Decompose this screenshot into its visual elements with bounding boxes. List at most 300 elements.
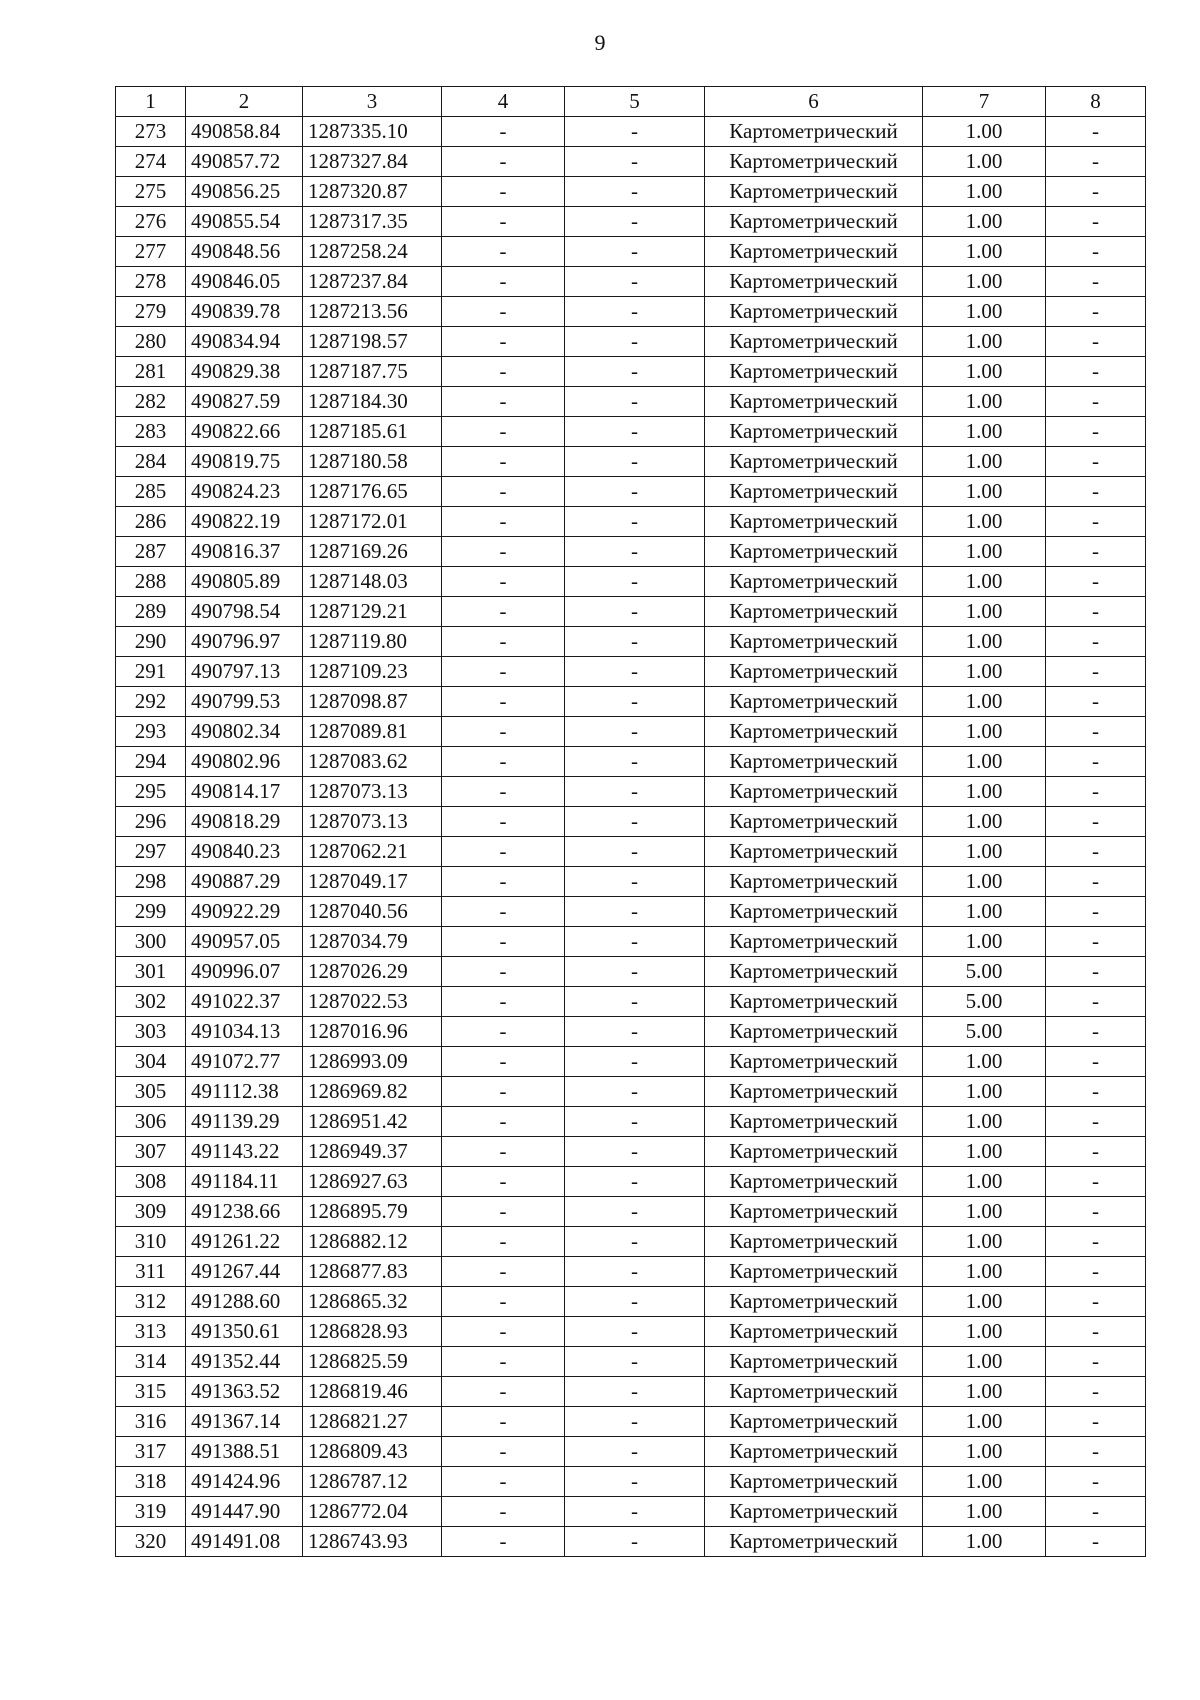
col-5-value-cell: -	[565, 747, 705, 777]
accuracy-cell: 1.00	[923, 1257, 1046, 1287]
col-4-value-cell: -	[442, 1497, 565, 1527]
accuracy-cell: 5.00	[923, 1017, 1046, 1047]
x-coordinate-cell: 490816.37	[186, 537, 303, 567]
accuracy-cell: 1.00	[923, 357, 1046, 387]
col-5-value-cell: -	[565, 717, 705, 747]
y-coordinate-cell: 1286927.63	[303, 1167, 442, 1197]
y-coordinate-cell: 1287073.13	[303, 807, 442, 837]
y-coordinate-cell: 1286865.32	[303, 1287, 442, 1317]
y-coordinate-cell: 1286969.82	[303, 1077, 442, 1107]
y-coordinate-cell: 1287148.03	[303, 567, 442, 597]
col-4-value-cell: -	[442, 207, 565, 237]
col-5-value-cell: -	[565, 777, 705, 807]
y-coordinate-cell: 1286951.42	[303, 1107, 442, 1137]
table-row	[116, 1017, 1146, 1047]
x-coordinate-cell: 491447.90	[186, 1497, 303, 1527]
col-4-value-cell: -	[442, 867, 565, 897]
col-5-value-cell: -	[565, 477, 705, 507]
method-cell: Картометрический	[705, 567, 923, 597]
col-5-value-cell: -	[565, 1047, 705, 1077]
method-cell: Картометрический	[705, 237, 923, 267]
point-number-cell: 307	[116, 1137, 186, 1167]
accuracy-cell: 1.00	[923, 1047, 1046, 1077]
col-5-value-cell: -	[565, 567, 705, 597]
table-row	[116, 447, 1146, 477]
accuracy-cell: 1.00	[923, 1197, 1046, 1227]
col-5-value-cell: -	[565, 1227, 705, 1257]
col-8-value-cell: -	[1046, 387, 1146, 417]
col-5-value-cell: -	[565, 237, 705, 267]
y-coordinate-cell: 1287026.29	[303, 957, 442, 987]
table-row	[116, 1197, 1146, 1227]
accuracy-cell: 1.00	[923, 327, 1046, 357]
x-coordinate-cell: 490822.66	[186, 417, 303, 447]
point-number-cell: 294	[116, 747, 186, 777]
col-4-value-cell: -	[442, 177, 565, 207]
accuracy-cell: 1.00	[923, 747, 1046, 777]
accuracy-cell: 1.00	[923, 1287, 1046, 1317]
col-8-value-cell: -	[1046, 267, 1146, 297]
method-cell: Картометрический	[705, 1407, 923, 1437]
accuracy-cell: 1.00	[923, 1137, 1046, 1167]
col-4-value-cell: -	[442, 807, 565, 837]
method-cell: Картометрический	[705, 327, 923, 357]
y-coordinate-cell: 1287180.58	[303, 447, 442, 477]
method-cell: Картометрический	[705, 837, 923, 867]
col-5-value-cell: -	[565, 837, 705, 867]
y-coordinate-cell: 1287176.65	[303, 477, 442, 507]
table-row	[116, 357, 1146, 387]
y-coordinate-cell: 1286825.59	[303, 1347, 442, 1377]
col-8-value-cell: -	[1046, 627, 1146, 657]
column-header-3: 3	[303, 87, 442, 117]
point-number-cell: 304	[116, 1047, 186, 1077]
table-row	[116, 927, 1146, 957]
accuracy-cell: 1.00	[923, 1437, 1046, 1467]
method-cell: Картометрический	[705, 807, 923, 837]
table-row	[116, 747, 1146, 777]
col-8-value-cell: -	[1046, 1047, 1146, 1077]
method-cell: Картометрический	[705, 1467, 923, 1497]
accuracy-cell: 1.00	[923, 777, 1046, 807]
accuracy-cell: 1.00	[923, 387, 1046, 417]
table-row	[116, 507, 1146, 537]
table-row	[116, 777, 1146, 807]
y-coordinate-cell: 1286882.12	[303, 1227, 442, 1257]
col-4-value-cell: -	[442, 777, 565, 807]
point-number-cell: 317	[116, 1437, 186, 1467]
y-coordinate-cell: 1287109.23	[303, 657, 442, 687]
col-4-value-cell: -	[442, 507, 565, 537]
y-coordinate-cell: 1286787.12	[303, 1467, 442, 1497]
method-cell: Картометрический	[705, 447, 923, 477]
table-row	[116, 267, 1146, 297]
col-5-value-cell: -	[565, 1347, 705, 1377]
point-number-cell: 306	[116, 1107, 186, 1137]
accuracy-cell: 1.00	[923, 1077, 1046, 1107]
col-5-value-cell: -	[565, 1497, 705, 1527]
col-5-value-cell: -	[565, 657, 705, 687]
point-number-cell: 310	[116, 1227, 186, 1257]
point-number-cell: 286	[116, 507, 186, 537]
table-row	[116, 1227, 1146, 1257]
method-cell: Картометрический	[705, 1107, 923, 1137]
point-number-cell: 319	[116, 1497, 186, 1527]
col-8-value-cell: -	[1046, 957, 1146, 987]
method-cell: Картометрический	[705, 1017, 923, 1047]
method-cell: Картометрический	[705, 1167, 923, 1197]
col-8-value-cell: -	[1046, 447, 1146, 477]
x-coordinate-cell: 490957.05	[186, 927, 303, 957]
col-5-value-cell: -	[565, 627, 705, 657]
method-cell: Картометрический	[705, 1437, 923, 1467]
accuracy-cell: 1.00	[923, 1167, 1046, 1197]
col-4-value-cell: -	[442, 147, 565, 177]
col-8-value-cell: -	[1046, 357, 1146, 387]
point-number-cell: 300	[116, 927, 186, 957]
x-coordinate-cell: 490814.17	[186, 777, 303, 807]
y-coordinate-cell: 1287119.80	[303, 627, 442, 657]
y-coordinate-cell: 1286877.83	[303, 1257, 442, 1287]
accuracy-cell: 5.00	[923, 987, 1046, 1017]
col-8-value-cell: -	[1046, 597, 1146, 627]
x-coordinate-cell: 491022.37	[186, 987, 303, 1017]
col-4-value-cell: -	[442, 1257, 565, 1287]
y-coordinate-cell: 1287016.96	[303, 1017, 442, 1047]
x-coordinate-cell: 490887.29	[186, 867, 303, 897]
x-coordinate-cell: 491267.44	[186, 1257, 303, 1287]
method-cell: Картометрический	[705, 1257, 923, 1287]
col-4-value-cell: -	[442, 957, 565, 987]
x-coordinate-cell: 490922.29	[186, 897, 303, 927]
method-cell: Картометрический	[705, 867, 923, 897]
col-4-value-cell: -	[442, 1017, 565, 1047]
accuracy-cell: 1.00	[923, 1497, 1046, 1527]
col-5-value-cell: -	[565, 387, 705, 417]
col-8-value-cell: -	[1046, 1017, 1146, 1047]
y-coordinate-cell: 1287073.13	[303, 777, 442, 807]
col-8-value-cell: -	[1046, 687, 1146, 717]
table-row	[116, 537, 1146, 567]
method-cell: Картометрический	[705, 507, 923, 537]
y-coordinate-cell: 1287198.57	[303, 327, 442, 357]
x-coordinate-cell: 491072.77	[186, 1047, 303, 1077]
table-row	[116, 387, 1146, 417]
col-4-value-cell: -	[442, 387, 565, 417]
point-number-cell: 314	[116, 1347, 186, 1377]
table-row	[116, 567, 1146, 597]
point-number-cell: 283	[116, 417, 186, 447]
x-coordinate-cell: 491184.11	[186, 1167, 303, 1197]
x-coordinate-cell: 490857.72	[186, 147, 303, 177]
col-8-value-cell: -	[1046, 177, 1146, 207]
accuracy-cell: 1.00	[923, 1227, 1046, 1257]
table-row	[116, 957, 1146, 987]
col-5-value-cell: -	[565, 1257, 705, 1287]
col-4-value-cell: -	[442, 657, 565, 687]
accuracy-cell: 1.00	[923, 1377, 1046, 1407]
col-8-value-cell: -	[1046, 1497, 1146, 1527]
y-coordinate-cell: 1287083.62	[303, 747, 442, 777]
col-4-value-cell: -	[442, 537, 565, 567]
accuracy-cell: 1.00	[923, 117, 1046, 147]
column-header-1: 1	[116, 87, 186, 117]
col-4-value-cell: -	[442, 417, 565, 447]
method-cell: Картометрический	[705, 1497, 923, 1527]
x-coordinate-cell: 490797.13	[186, 657, 303, 687]
accuracy-cell: 1.00	[923, 417, 1046, 447]
x-coordinate-cell: 490799.53	[186, 687, 303, 717]
y-coordinate-cell: 1287335.10	[303, 117, 442, 147]
col-4-value-cell: -	[442, 1047, 565, 1077]
col-8-value-cell: -	[1046, 1347, 1146, 1377]
y-coordinate-cell: 1287049.17	[303, 867, 442, 897]
point-number-cell: 280	[116, 327, 186, 357]
method-cell: Картометрический	[705, 1527, 923, 1557]
point-number-cell: 299	[116, 897, 186, 927]
column-header-6: 6	[705, 87, 923, 117]
col-5-value-cell: -	[565, 927, 705, 957]
x-coordinate-cell: 491034.13	[186, 1017, 303, 1047]
col-4-value-cell: -	[442, 1317, 565, 1347]
point-number-cell: 284	[116, 447, 186, 477]
method-cell: Картометрический	[705, 1137, 923, 1167]
col-8-value-cell: -	[1046, 1257, 1146, 1287]
point-number-cell: 301	[116, 957, 186, 987]
point-number-cell: 309	[116, 1197, 186, 1227]
x-coordinate-cell: 490802.96	[186, 747, 303, 777]
col-5-value-cell: -	[565, 507, 705, 537]
y-coordinate-cell: 1286993.09	[303, 1047, 442, 1077]
x-coordinate-cell: 490824.23	[186, 477, 303, 507]
method-cell: Картометрический	[705, 717, 923, 747]
x-coordinate-cell: 490829.38	[186, 357, 303, 387]
table-row	[116, 237, 1146, 267]
col-5-value-cell: -	[565, 1077, 705, 1107]
point-number-cell: 318	[116, 1467, 186, 1497]
accuracy-cell: 1.00	[923, 147, 1046, 177]
method-cell: Картометрический	[705, 627, 923, 657]
accuracy-cell: 1.00	[923, 1317, 1046, 1347]
column-header-5: 5	[565, 87, 705, 117]
col-8-value-cell: -	[1046, 1467, 1146, 1497]
accuracy-cell: 1.00	[923, 177, 1046, 207]
point-number-cell: 290	[116, 627, 186, 657]
col-5-value-cell: -	[565, 147, 705, 177]
col-4-value-cell: -	[442, 237, 565, 267]
col-8-value-cell: -	[1046, 1377, 1146, 1407]
method-cell: Картометрический	[705, 897, 923, 927]
x-coordinate-cell: 490827.59	[186, 387, 303, 417]
method-cell: Картометрический	[705, 1377, 923, 1407]
x-coordinate-cell: 491491.08	[186, 1527, 303, 1557]
y-coordinate-cell: 1287034.79	[303, 927, 442, 957]
col-8-value-cell: -	[1046, 1197, 1146, 1227]
table-row	[116, 147, 1146, 177]
table-row	[116, 1077, 1146, 1107]
col-4-value-cell: -	[442, 1347, 565, 1377]
col-8-value-cell: -	[1046, 477, 1146, 507]
col-8-value-cell: -	[1046, 1227, 1146, 1257]
col-5-value-cell: -	[565, 1407, 705, 1437]
table-row	[116, 627, 1146, 657]
point-number-cell: 315	[116, 1377, 186, 1407]
col-8-value-cell: -	[1046, 147, 1146, 177]
col-4-value-cell: -	[442, 1407, 565, 1437]
accuracy-cell: 1.00	[923, 1467, 1046, 1497]
table-row	[116, 1107, 1146, 1137]
col-8-value-cell: -	[1046, 567, 1146, 597]
col-5-value-cell: -	[565, 867, 705, 897]
col-4-value-cell: -	[442, 1377, 565, 1407]
x-coordinate-cell: 490846.05	[186, 267, 303, 297]
y-coordinate-cell: 1286821.27	[303, 1407, 442, 1437]
col-5-value-cell: -	[565, 1197, 705, 1227]
point-number-cell: 289	[116, 597, 186, 627]
method-cell: Картометрический	[705, 417, 923, 447]
accuracy-cell: 1.00	[923, 297, 1046, 327]
method-cell: Картометрический	[705, 357, 923, 387]
col-5-value-cell: -	[565, 897, 705, 927]
col-5-value-cell: -	[565, 597, 705, 627]
method-cell: Картометрический	[705, 1077, 923, 1107]
page-number: 9	[594, 30, 606, 55]
col-5-value-cell: -	[565, 297, 705, 327]
table-row	[116, 477, 1146, 507]
point-number-cell: 297	[116, 837, 186, 867]
x-coordinate-cell: 490834.94	[186, 327, 303, 357]
method-cell: Картометрический	[705, 1197, 923, 1227]
method-cell: Картометрический	[705, 117, 923, 147]
accuracy-cell: 1.00	[923, 237, 1046, 267]
table-row	[116, 597, 1146, 627]
col-4-value-cell: -	[442, 1527, 565, 1557]
col-4-value-cell: -	[442, 117, 565, 147]
col-8-value-cell: -	[1046, 1107, 1146, 1137]
col-5-value-cell: -	[565, 1377, 705, 1407]
col-4-value-cell: -	[442, 567, 565, 597]
column-header-2: 2	[186, 87, 303, 117]
col-5-value-cell: -	[565, 1017, 705, 1047]
method-cell: Картометрический	[705, 387, 923, 417]
x-coordinate-cell: 491352.44	[186, 1347, 303, 1377]
table-row	[116, 1467, 1146, 1497]
y-coordinate-cell: 1287098.87	[303, 687, 442, 717]
col-5-value-cell: -	[565, 1527, 705, 1557]
col-4-value-cell: -	[442, 1197, 565, 1227]
col-5-value-cell: -	[565, 327, 705, 357]
table-row	[116, 1257, 1146, 1287]
method-cell: Картометрический	[705, 207, 923, 237]
col-4-value-cell: -	[442, 987, 565, 1017]
y-coordinate-cell: 1287169.26	[303, 537, 442, 567]
y-coordinate-cell: 1286819.46	[303, 1377, 442, 1407]
point-number-cell: 293	[116, 717, 186, 747]
y-coordinate-cell: 1286743.93	[303, 1527, 442, 1557]
point-number-cell: 274	[116, 147, 186, 177]
col-5-value-cell: -	[565, 207, 705, 237]
y-coordinate-cell: 1287040.56	[303, 897, 442, 927]
accuracy-cell: 1.00	[923, 927, 1046, 957]
col-4-value-cell: -	[442, 297, 565, 327]
point-number-cell: 308	[116, 1167, 186, 1197]
table-row	[116, 1137, 1146, 1167]
x-coordinate-cell: 491350.61	[186, 1317, 303, 1347]
y-coordinate-cell: 1287172.01	[303, 507, 442, 537]
col-4-value-cell: -	[442, 597, 565, 627]
table-row	[116, 717, 1146, 747]
point-number-cell: 303	[116, 1017, 186, 1047]
accuracy-cell: 1.00	[923, 447, 1046, 477]
col-8-value-cell: -	[1046, 807, 1146, 837]
table-row	[116, 687, 1146, 717]
table-row	[116, 417, 1146, 447]
table-row	[116, 1497, 1146, 1527]
method-cell: Картометрический	[705, 987, 923, 1017]
col-5-value-cell: -	[565, 1287, 705, 1317]
point-number-cell: 313	[116, 1317, 186, 1347]
col-4-value-cell: -	[442, 717, 565, 747]
method-cell: Картометрический	[705, 957, 923, 987]
table-row	[116, 867, 1146, 897]
col-8-value-cell: -	[1046, 1527, 1146, 1557]
x-coordinate-cell: 490818.29	[186, 807, 303, 837]
accuracy-cell: 1.00	[923, 507, 1046, 537]
col-8-value-cell: -	[1046, 1077, 1146, 1107]
x-coordinate-cell: 491238.66	[186, 1197, 303, 1227]
y-coordinate-cell: 1287237.84	[303, 267, 442, 297]
col-5-value-cell: -	[565, 1437, 705, 1467]
table-row	[116, 1047, 1146, 1077]
method-cell: Картометрический	[705, 1047, 923, 1077]
point-number-cell: 288	[116, 567, 186, 597]
table-row	[116, 897, 1146, 927]
col-5-value-cell: -	[565, 957, 705, 987]
col-8-value-cell: -	[1046, 657, 1146, 687]
col-4-value-cell: -	[442, 627, 565, 657]
col-4-value-cell: -	[442, 837, 565, 867]
point-number-cell: 282	[116, 387, 186, 417]
col-4-value-cell: -	[442, 477, 565, 507]
point-number-cell: 275	[116, 177, 186, 207]
point-number-cell: 287	[116, 537, 186, 567]
col-5-value-cell: -	[565, 807, 705, 837]
point-number-cell: 302	[116, 987, 186, 1017]
point-number-cell: 285	[116, 477, 186, 507]
col-8-value-cell: -	[1046, 537, 1146, 567]
y-coordinate-cell: 1287062.21	[303, 837, 442, 867]
accuracy-cell: 1.00	[923, 1347, 1046, 1377]
y-coordinate-cell: 1286809.43	[303, 1437, 442, 1467]
method-cell: Картометрический	[705, 687, 923, 717]
method-cell: Картометрический	[705, 657, 923, 687]
accuracy-cell: 1.00	[923, 1407, 1046, 1437]
method-cell: Картометрический	[705, 747, 923, 777]
x-coordinate-cell: 491388.51	[186, 1437, 303, 1467]
col-5-value-cell: -	[565, 267, 705, 297]
table-row	[116, 1287, 1146, 1317]
col-4-value-cell: -	[442, 267, 565, 297]
accuracy-cell: 5.00	[923, 957, 1046, 987]
x-coordinate-cell: 490996.07	[186, 957, 303, 987]
table-row	[116, 327, 1146, 357]
x-coordinate-cell: 490839.78	[186, 297, 303, 327]
point-number-cell: 320	[116, 1527, 186, 1557]
col-4-value-cell: -	[442, 1287, 565, 1317]
x-coordinate-cell: 490856.25	[186, 177, 303, 207]
point-number-cell: 278	[116, 267, 186, 297]
table-row	[116, 1167, 1146, 1197]
